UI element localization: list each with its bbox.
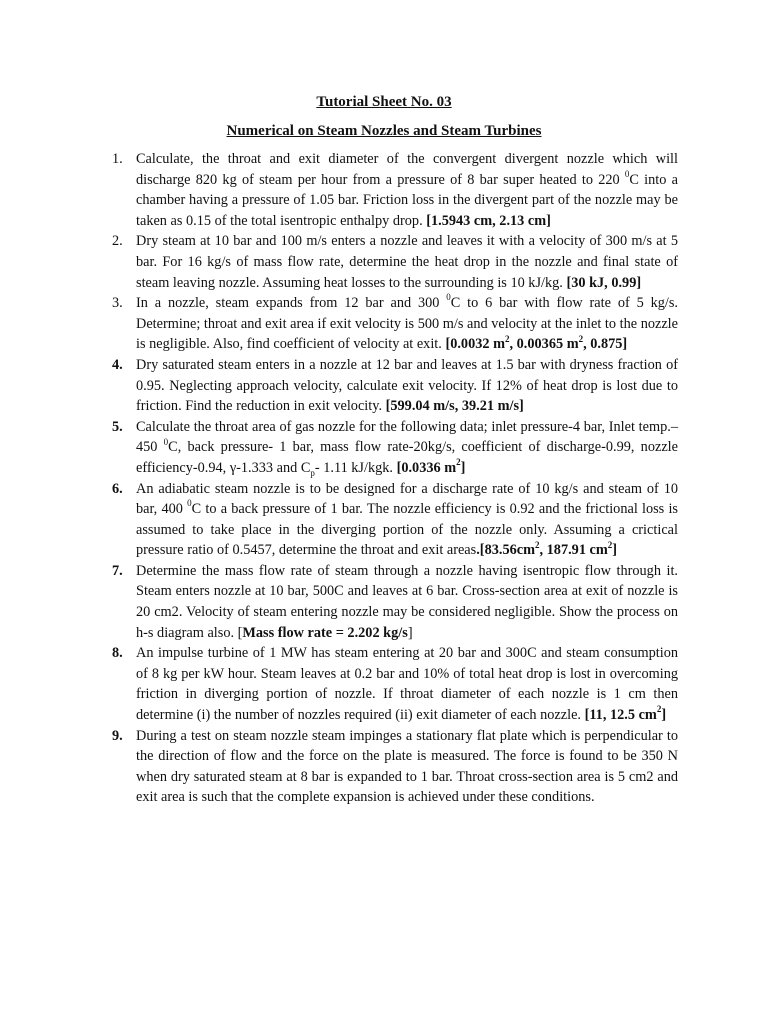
answer-part: , 187.91 cm: [539, 542, 608, 559]
answer-part: ]: [460, 459, 466, 476]
question-item: [112, 293, 678, 355]
question-text: C, back pressure- 1 bar, mass flow rate-20kg/s, coefficient of discharge-0.99, nozzle efficiency-0.94, γ-1.333 and C: [136, 439, 678, 476]
question-item: [112, 643, 678, 725]
question-answer: [396, 457, 466, 476]
answer-part: ]: [661, 707, 667, 724]
question-item: [112, 149, 678, 231]
question-text: Dry steam at 10 bar and 100 m/s enters a nozzle and leaves it with a velocity of 300 m/s at 5 bar. For 16 kg/s of mass flow rate, determine the heat drop in the nozzle and final state of steam leaving nozzle. Assuming heat losses to the surrounding is 10 kJ/kg.: [136, 233, 678, 291]
question-item: [112, 726, 678, 808]
question-item: [112, 479, 678, 561]
question-answer: [30 kJ, 0.99]: [566, 274, 642, 291]
answer-superscript: 2: [656, 704, 662, 715]
cp-subscript: p: [310, 467, 315, 478]
question-item: [112, 417, 678, 479]
question-text: An impulse turbine of 1 MW has steam entering at 20 bar and 300C and steam consumption of 8 kg per kW hour. Steam leaves at 0.2 bar and 10% of total heat drop is lost in overcoming friction in diverging portion of nozzle. If throat diameter of each nozzle is 1 cm then determine (i) the number of nozzles required (ii) exit diameter of each nozzle.: [136, 645, 678, 724]
question-text: - 1.11 kJ/kgk.: [314, 459, 397, 476]
question-text: ]: [407, 624, 413, 641]
answer-superscript: 2: [505, 333, 510, 344]
answer-part: ]: [612, 542, 618, 559]
answer-part: , 0.00365 m: [509, 336, 579, 353]
question-number: 6.: [112, 480, 123, 497]
answer-superscript: 2: [456, 457, 461, 468]
question-number: 4.: [112, 356, 123, 373]
question-answer: [445, 333, 628, 353]
question-item: [112, 355, 678, 417]
question-text: During a test on steam nozzle steam impinges a stationary flat plate which is perpendicular to the direction of flow and the force on the plate is measured. The force is found to be 350 N when dry saturated steam at 8 bar is expanded to 1 bar. Throat cross-section area is 5 cm2 and exit area is such that the complete expansion is achieved under these conditions.: [136, 727, 678, 806]
question-text: C to a back pressure of 1 bar. The nozzle efficiency is 0.92 and the frictional loss is assumed to take place in the diverging portion of the nozzle only. Assuming a crictical pressure ratio of 0.5457, determine the throat and exit areas: [136, 501, 679, 559]
question-number: 3.: [112, 295, 123, 312]
degree-superscript: 0: [187, 498, 192, 509]
question-answer: [1.5943 cm, 2.13 cm]: [426, 212, 551, 229]
question-answer: [584, 704, 667, 724]
answer-part: .[83.56cm: [476, 542, 535, 559]
question-item: [112, 231, 678, 293]
question-number: 2.: [112, 233, 123, 250]
answer-part: [11, 12.5 cm: [584, 707, 657, 724]
question-text: An adiabatic steam nozzle is to be designed for a discharge rate of 10 kg/s and steam of 10 bar, 400: [136, 480, 678, 518]
question-answer: [476, 539, 618, 559]
question-number: 7.: [112, 562, 123, 579]
question-answer: [599.04 m/s, 39.21 m/s]: [385, 398, 524, 415]
page-subtitle: Numerical on Steam Nozzles and Steam Turbines: [226, 123, 542, 139]
question-text: C to 6 bar with flow rate of 5 kg/s. Determine; throat and exit area if exit velocity is 500 m/s and velocity at the inlet to the nozzle is negligible. Also, find coefficient of velocity at exit.: [136, 295, 678, 353]
answer-superscript: 2: [578, 333, 584, 344]
question-text: In a nozzle, steam expands from 12 bar and 300: [136, 295, 447, 312]
page-title: Tutorial Sheet No. 03: [316, 94, 452, 110]
question-text: Calculate, the throat and exit diameter of the convergent divergent nozzle which will discharge 820 kg of steam per hour from a pressure of 8 bar super heated to 220: [136, 151, 678, 188]
question-number: 9.: [112, 727, 123, 744]
question-number: 5.: [112, 418, 123, 435]
question-list: [112, 149, 678, 808]
answer-superscript: 2: [607, 539, 613, 550]
question-text: Calculate the throat area of gas nozzle for the following data; inlet pressure-4 bar, Inlet temp.–450: [136, 418, 678, 456]
answer-superscript: 2: [535, 539, 540, 550]
answer-part: [0.0032 m: [445, 336, 505, 353]
question-text: C into a chamber having a pressure of 1.05 bar. Friction loss in the divergent part of the nozzle may be taken as 0.15 of the total isentropic enthalpy drop.: [136, 171, 678, 229]
answer-part: , 0.875]: [583, 336, 628, 353]
question-number: 8.: [112, 645, 123, 662]
degree-superscript: 0: [446, 292, 451, 303]
question-number: 1.: [112, 151, 123, 167]
question-text: Determine the mass flow rate of steam through a nozzle having isentropic flow through it. Steam enters nozzle at 10 bar, 500C and leaves at 6 bar. Cross-section area at exit of nozzle is 20 cm2. Velocity of steam entering nozzle may be considered negligible. Show the process on h-s diagram also. [: [136, 562, 678, 641]
question-item: [112, 561, 678, 643]
question-answer: Mass flow rate = 2.202 kg/s: [242, 624, 408, 641]
degree-superscript: 0: [624, 168, 630, 179]
degree-superscript: 0: [163, 436, 169, 447]
question-text: Dry saturated steam enters in a nozzle at 12 bar and leaves at 1.5 bar with dryness fraction of 0.95. Neglecting approach velocity, calculate exit velocity. If 12% of heat drop is lost due to friction. Find the reduction in exit velocity.: [136, 356, 678, 415]
answer-part: [0.0336 m: [396, 459, 457, 476]
